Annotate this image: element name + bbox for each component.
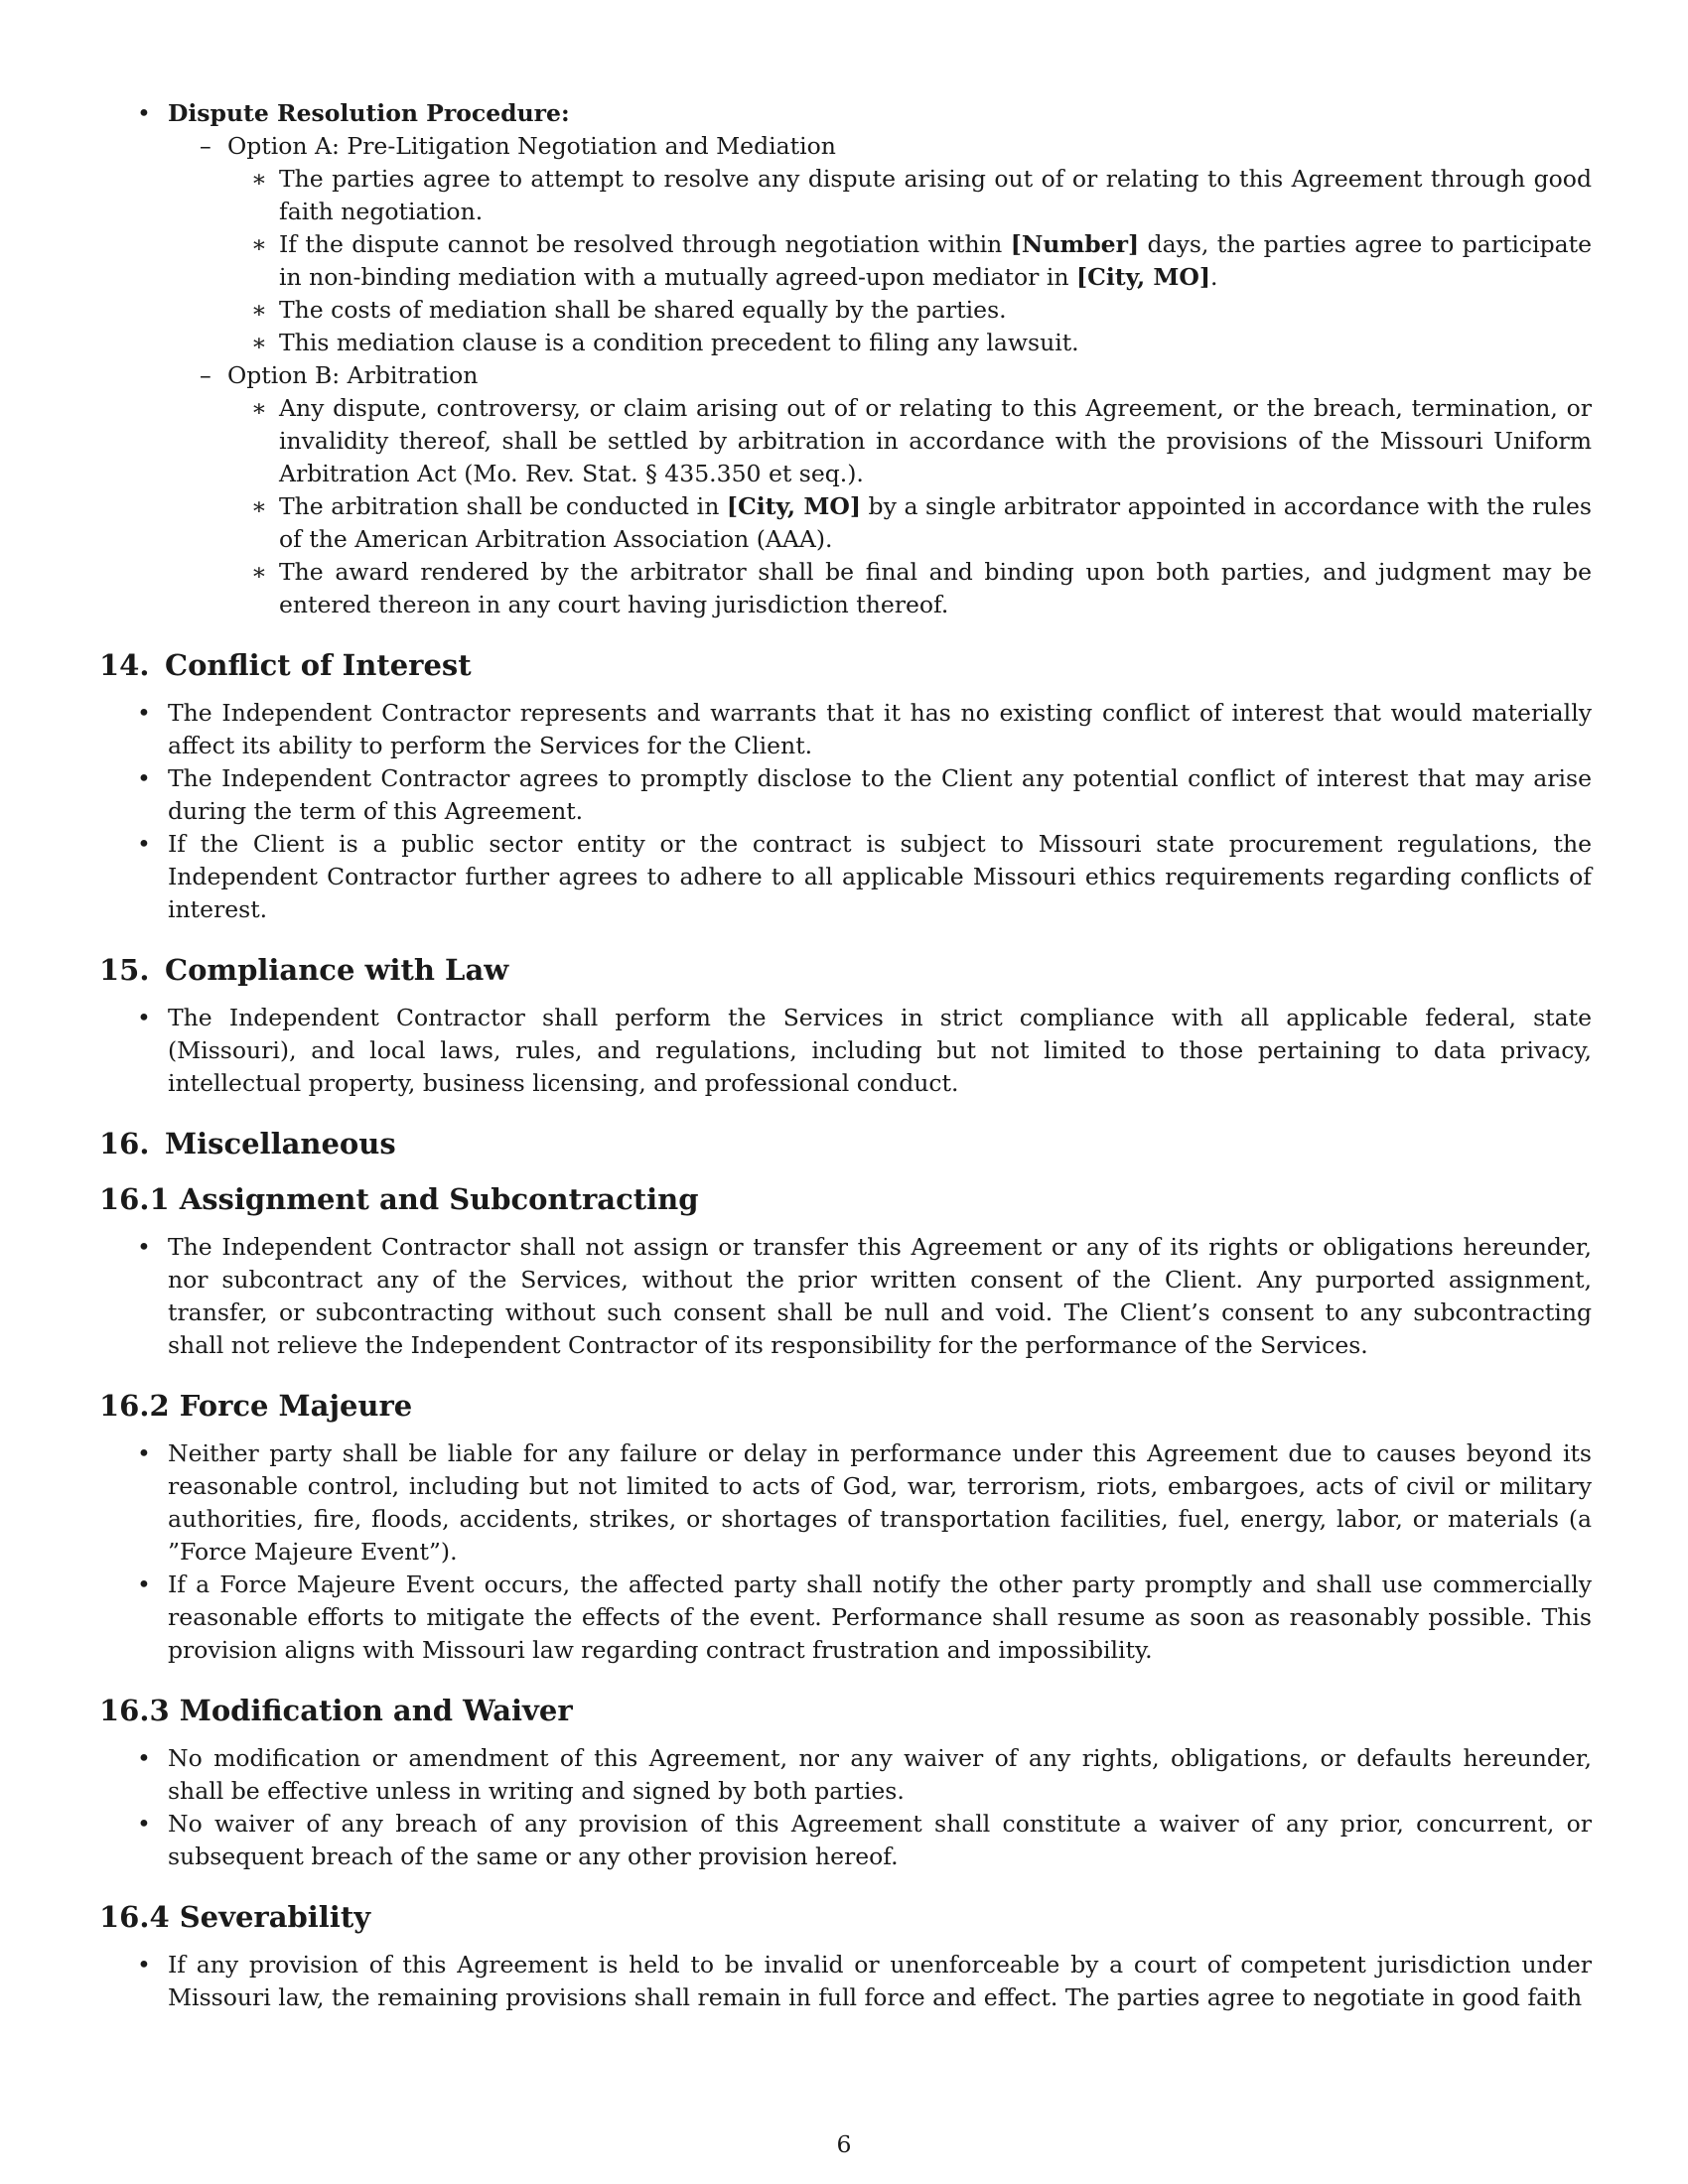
page-number: 6 <box>836 2130 852 2158</box>
section-title: Miscellaneous <box>165 1127 396 1160</box>
star-marker: ∗ <box>251 329 267 356</box>
subsection-heading: 16.4 Severability <box>99 1900 371 1934</box>
placeholder-city: [City, MO] <box>726 492 861 520</box>
list-item-text: The Independent Contractor agrees to promptly disclose to the Client any potential conflict of interest that may arise during the term of this Agreement. <box>168 764 1592 825</box>
list-item <box>99 1949 1592 2014</box>
bullet-marker: • <box>137 1004 151 1031</box>
section-15-list <box>99 1002 1592 1100</box>
subsection-16-2-list <box>99 1437 1592 1667</box>
section-heading <box>99 1124 1592 1163</box>
list-item-text: Neither party shall be liable for any failure or delay in performance under this Agreement due to causes beyond its reasonable control, including but not limited to acts of God, war, terrorism, riots, embargoes, acts of civil or military authorities, fire, floods, accidents, strikes, or shortages of transportation facilities, fuel, energy, labor, or materials (a ”Force Majeure Event”). <box>168 1439 1592 1566</box>
list-item <box>99 828 1592 926</box>
section-heading <box>99 645 1592 685</box>
option-b-item-text: The arbitration shall be conducted in <box>279 492 727 520</box>
bullet-marker: • <box>137 1439 151 1467</box>
section-number: 15. <box>99 953 150 987</box>
option-b-item: The award rendered by the arbitrator shall be final and binding upon both parties, and judgment may be entered thereon in any court having jurisdiction thereof. <box>279 558 1592 618</box>
list-item-text: If a Force Majeure Event occurs, the affected party shall notify the other party promptly and shall use commercially reasonable efforts to mitigate the effects of the event. Performance shall resume as soon as reasonably possible. This provision aligns with Missouri law regarding contract frustration and impossibility. <box>168 1570 1592 1664</box>
bullet-marker: • <box>137 99 151 127</box>
placeholder-number: [Number] <box>1010 230 1140 258</box>
list-item <box>99 1569 1592 1667</box>
option-a-item-text: If the dispute cannot be resolved through negotiation within <box>279 230 1011 258</box>
list-item-text: The Independent Contractor represents and warrants that it has no existing conflict of interest that would materially affect its ability to perform the Services for the Client. <box>168 699 1592 759</box>
list-item <box>227 392 1592 490</box>
option-a-item: The costs of mediation shall be shared equally by the parties. <box>279 296 1007 324</box>
section-title: Compliance with Law <box>165 953 509 987</box>
list-item-text: If any provision of this Agreement is held to be invalid or unenforceable by a court of competent jurisdiction under Missouri law, the remaining provisions shall remain in full force and effect. The parties agree to negotiate in good faith <box>168 1951 1592 2011</box>
list-item-text: No waiver of any breach of any provision of this Agreement shall constitute a waiver of any prior, concurrent, or subsequent breach of the same or any other provision hereof. <box>168 1810 1592 1870</box>
list-item <box>99 762 1592 828</box>
option-a-item: This mediation clause is a condition precedent to filing any lawsuit. <box>279 329 1079 356</box>
star-marker: ∗ <box>251 492 267 520</box>
star-marker: ∗ <box>251 296 267 324</box>
section-number: 16. <box>99 1127 150 1160</box>
option-b-item: Any dispute, controversy, or claim arising out of or relating to this Agreement, or the breach, termination, or invalidity thereof, shall be settled by arbitration in accordance with the provisions of the Missouri Uniform Arbitration Act (Mo. Rev. Stat. § 435.350 et seq.). <box>279 394 1592 487</box>
option-a-label: Option A: Pre-Litigation Negotiation and Mediation <box>227 132 836 160</box>
list-item <box>99 1742 1592 1808</box>
document-page <box>99 97 1592 2014</box>
bullet-marker: • <box>137 699 151 727</box>
option-a-item-text: days, the parties agree to participate in non-binding mediation with a mutually agreed-upon mediator in <box>279 230 1593 291</box>
subsection-heading: 16.1 Assignment and Subcontracting <box>99 1182 699 1216</box>
dash-marker: – <box>200 132 211 160</box>
list-item <box>227 556 1592 621</box>
list-item <box>168 130 1592 359</box>
section-title: Conflict of Interest <box>165 648 472 682</box>
option-b-label: Option B: Arbitration <box>227 361 479 389</box>
list-item <box>99 97 1592 621</box>
bullet-marker: • <box>137 764 151 792</box>
option-a-item-text: . <box>1209 263 1218 291</box>
option-a-item: The parties agree to attempt to resolve any dispute arising out of or relating to this Agreement through good faith negotiation. <box>279 165 1592 225</box>
list-item <box>99 1437 1592 1569</box>
subsection-heading: 16.2 Force Majeure <box>99 1389 413 1423</box>
option-b-item-text: by a single arbitrator appointed in accordance with the rules of the American Arbitration Association (AAA). <box>279 492 1592 553</box>
list-item <box>227 294 1592 327</box>
subsection-heading: 16.3 Modification and Waiver <box>99 1694 573 1727</box>
list-item <box>99 1808 1592 1873</box>
list-item <box>227 163 1592 228</box>
list-item <box>227 490 1592 556</box>
bullet-marker: • <box>137 1744 151 1772</box>
list-item <box>227 327 1592 359</box>
star-marker: ∗ <box>251 558 267 586</box>
list-item-text: If the Client is a public sector entity or the contract is subject to Missouri state procurement regulations, the Independent Contractor further agrees to adhere to all applicable Missouri ethics requirements regarding conflicts of interest. <box>168 830 1592 923</box>
list-item <box>227 228 1592 294</box>
dash-marker: – <box>200 361 211 389</box>
star-marker: ∗ <box>251 230 267 258</box>
section-14-list <box>99 697 1592 926</box>
star-marker: ∗ <box>251 394 267 422</box>
dispute-list <box>99 97 1592 621</box>
dispute-title: Dispute Resolution Procedure: <box>168 99 570 127</box>
list-item <box>168 359 1592 621</box>
list-item <box>99 1002 1592 1100</box>
list-item <box>99 1231 1592 1362</box>
bullet-marker: • <box>137 1810 151 1838</box>
subsection-16-3-list <box>99 1742 1592 1873</box>
placeholder-city: [City, MO] <box>1076 263 1210 291</box>
list-item-text: The Independent Contractor shall not assign or transfer this Agreement or any of its rights or obligations hereunder, nor subcontract any of the Services, without the prior written consent of the Client. Any purported assignment, transfer, or subcontracting without such consent shall be null and void. The Client’s consent to any subcontracting shall not relieve the Independent Contractor of its responsibility for the performance of the Services. <box>168 1233 1592 1359</box>
subsection-16-4-list <box>99 1949 1592 2014</box>
bullet-marker: • <box>137 1570 151 1598</box>
bullet-marker: • <box>137 1233 151 1261</box>
section-number: 14. <box>99 648 150 682</box>
list-item-text: The Independent Contractor shall perform the Services in strict compliance with all applicable federal, state (Missouri), and local laws, rules, and regulations, including but not limited to those pertaining to data privacy, intellectual property, business licensing, and professional conduct. <box>168 1004 1592 1097</box>
star-marker: ∗ <box>251 165 267 193</box>
list-item-text: No modification or amendment of this Agreement, nor any waiver of any rights, obligations, or defaults hereunder, shall be effective unless in writing and signed by both parties. <box>168 1744 1592 1805</box>
section-heading <box>99 950 1592 990</box>
bullet-marker: • <box>137 830 151 858</box>
bullet-marker: • <box>137 1951 151 1979</box>
subsection-16-1-list <box>99 1231 1592 1362</box>
list-item <box>99 697 1592 762</box>
